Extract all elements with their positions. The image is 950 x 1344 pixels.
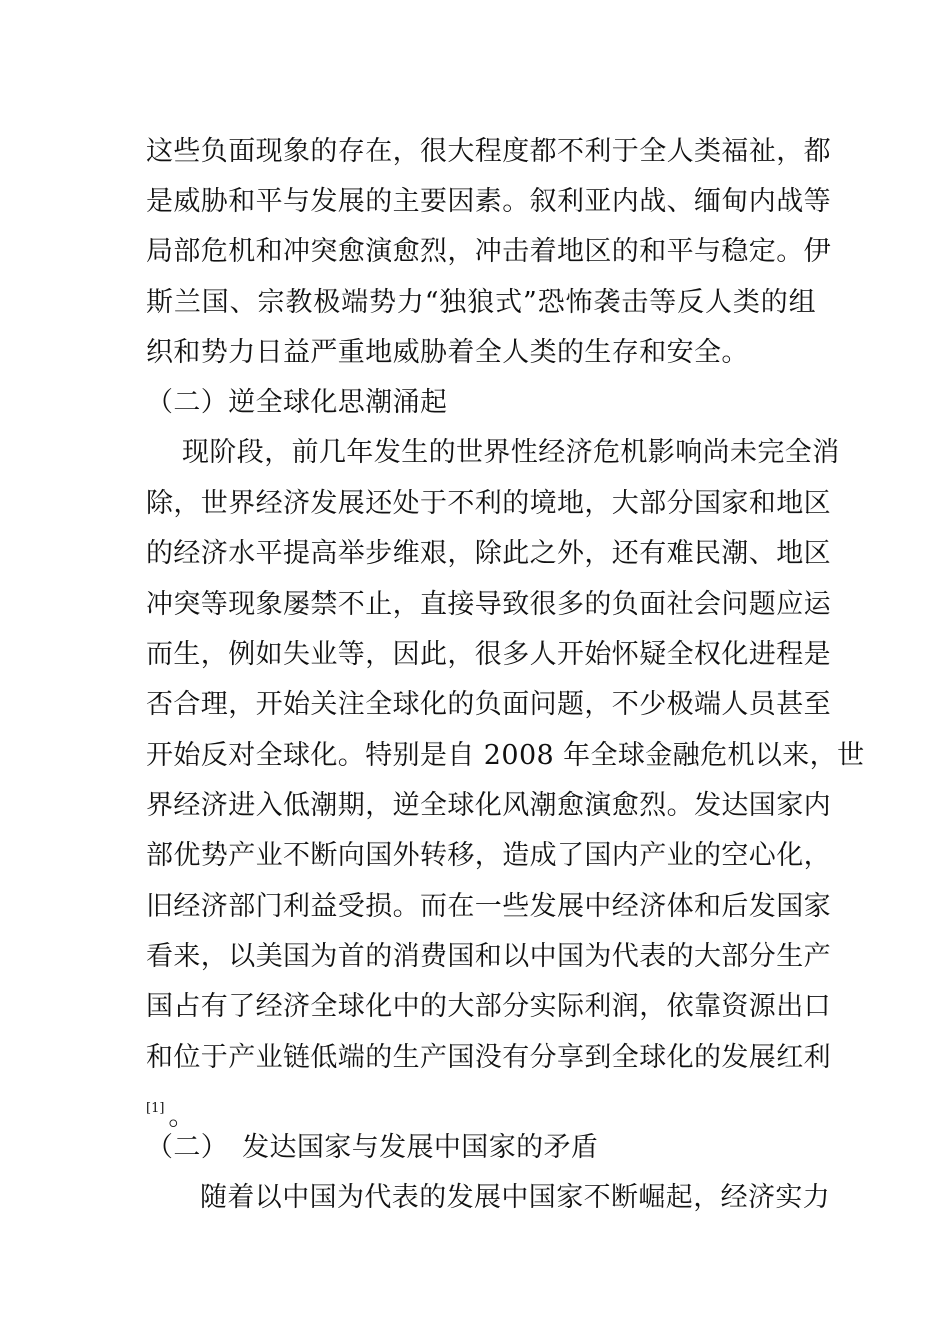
citation-period: 。 <box>168 1101 196 1132</box>
paragraph-line: 看来，以美国为首的消费国和以中国为代表的大部分生产 <box>146 941 831 972</box>
paragraph-line: 冲突等现象屡禁不止，直接导致很多的负面社会问题应运 <box>146 589 831 620</box>
section-heading: （二） 发达国家与发展中国家的矛盾 <box>146 1132 599 1163</box>
paragraph-line: 是威胁和平与发展的主要因素。叙利亚内战、缅甸内战等 <box>146 186 831 217</box>
paragraph-line: 织和势力日益严重地威胁着全人类的生存和安全。 <box>146 337 749 368</box>
paragraph-line: 这些负面现象的存在，很大程度都不利于全人类福祉，都 <box>146 136 831 167</box>
paragraph-line: 界经济进入低潮期，逆全球化风潮愈演愈烈。发达国家内 <box>146 790 831 821</box>
paragraph-line: 而生，例如失业等，因此，很多人开始怀疑全权化进程是 <box>146 639 831 670</box>
paragraph-line: 和位于产业链低端的生产国没有分享到全球化的发展红利 <box>146 1042 831 1073</box>
paragraph-line: 随着以中国为代表的发展中国家不断崛起，经济实力 <box>200 1182 831 1213</box>
citation-reference: [1] <box>146 1101 165 1116</box>
citation-line <box>146 1100 195 1134</box>
paragraph-line: 斯兰国、宗教极端势力“独狼式”恐怖袭击等反人类的组 <box>146 287 816 318</box>
section-heading: （二）逆全球化思潮涌起 <box>146 387 448 418</box>
paragraph-line: 除，世界经济发展还处于不利的境地，大部分国家和地区 <box>146 488 831 519</box>
paragraph-line: 部优势产业不断向国外转移，造成了国内产业的空心化， <box>146 840 831 871</box>
paragraph-line: 开始反对全球化。特别是自 2008 年全球金融危机以来，世 <box>146 740 865 771</box>
paragraph-line: 局部危机和冲突愈演愈烈，冲击着地区的和平与稳定。伊 <box>146 236 831 267</box>
paragraph-line: 国占有了经济全球化中的大部分实际利润，依靠资源出口 <box>146 991 831 1022</box>
paragraph-line: 旧经济部门利益受损。而在一些发展中经济体和后发国家 <box>146 891 831 922</box>
paragraph-line: 的经济水平提高举步维艰，除此之外，还有难民潮、地区 <box>146 538 831 569</box>
paragraph-line: 现阶段，前几年发生的世界性经济危机影响尚未完全消 <box>182 437 840 468</box>
paragraph-line: 否合理，开始关注全球化的负面问题，不少极端人员甚至 <box>146 689 831 720</box>
